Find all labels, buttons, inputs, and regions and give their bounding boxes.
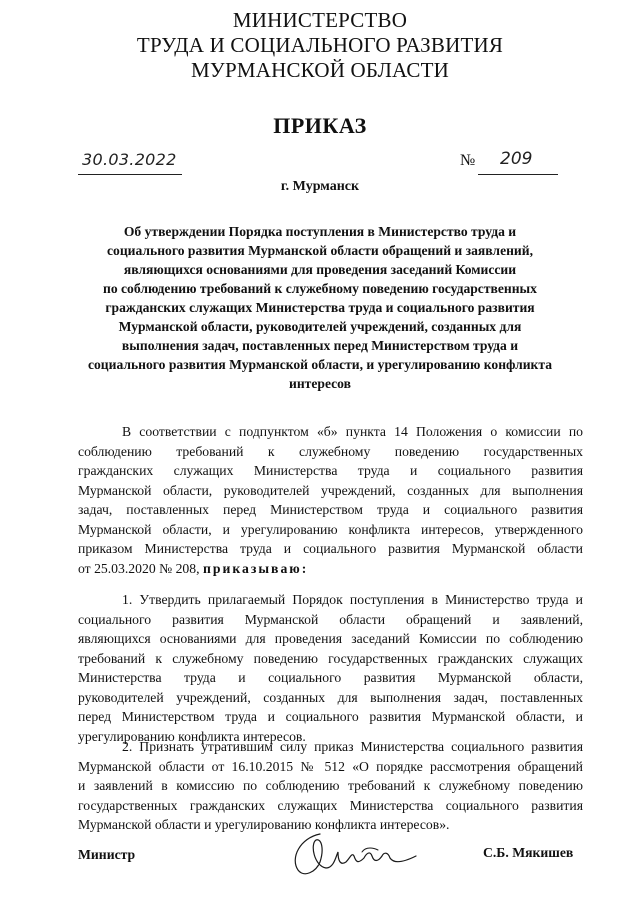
- paragraph-line: Мурманской области от 16.10.2015 № 512 «О порядке рассмотрения обращений: [78, 758, 583, 774]
- header-line-3: МУРМАНСКОЙ ОБЛАСТИ: [191, 58, 449, 82]
- paragraph-line: Мурманской области и урегулированию конфликта интересов».: [78, 817, 450, 832]
- order-reference: от 25.03.2020 № 208,: [78, 560, 200, 576]
- signatory-role: Министр: [78, 847, 136, 862]
- order-number: 209: [500, 149, 533, 169]
- item-1-paragraph: [78, 590, 583, 746]
- signatory-name: С.Б. Мякишев: [483, 845, 574, 860]
- item-2-paragraph: [78, 737, 583, 835]
- order-subject: [60, 222, 580, 393]
- paragraph-line: [78, 559, 583, 579]
- paragraph-line: 2. Признать утратившим силу приказ Министерства социального развития: [122, 739, 583, 754]
- subject-line: интересов: [289, 376, 351, 391]
- order-date-field: [78, 148, 182, 175]
- paragraph-line: Мурманской области, руководителей учреждений, созданных для выполнения: [78, 482, 583, 498]
- order-date: 30.03.2022: [82, 150, 177, 169]
- subject-line: по соблюдению требований к служебному поведению государственных: [103, 281, 537, 296]
- document-type: ПРИКАЗ: [273, 113, 367, 138]
- ministry-header: [0, 8, 640, 83]
- subject-line: выполнения задач, поставленных перед Министерством труда и: [121, 338, 519, 353]
- subject-line: социального развития Мурманской области обращений и заявлений,: [107, 243, 533, 258]
- header-line-2: ТРУДА И СОЦИАЛЬНОГО РАЗВИТИЯ: [136, 33, 504, 57]
- paragraph-line: 1. Утвердить прилагаемый Порядок поступления в Министерство труда и: [122, 592, 583, 607]
- preamble-paragraph: [78, 422, 583, 578]
- paragraph-line: гражданских служащих Министерства труда и социального развития: [78, 463, 583, 478]
- subject-line: являющихся основаниями для проведения заседаний Комиссии: [123, 262, 517, 277]
- paragraph-line: руководителей учреждений, созданных для выполнения задач, поставленных: [78, 689, 583, 705]
- order-number-label: №: [460, 152, 476, 169]
- order-number-field: [478, 148, 558, 175]
- paragraph-line: соблюдению требований к служебному поведению государственных: [78, 443, 583, 459]
- paragraph-line: социального развития Мурманской области обращений и заявлений,: [78, 611, 583, 627]
- paragraph-line: требований к служебному поведению государственных гражданских служащих: [78, 650, 583, 666]
- paragraph-line: и заявлений в комиссию по соблюдению требований к служебному поведению: [78, 778, 583, 793]
- city-name: г. Мурманск: [280, 179, 360, 194]
- header-line-1: МИНИСТЕРСТВО: [232, 8, 408, 32]
- paragraph-line: государственных гражданских служащих Министерства социального развития: [78, 797, 583, 813]
- paragraph-line: Мурманской области, и урегулированию конфликта интересов, утвержденного: [78, 521, 583, 537]
- orders-word: приказываю:: [202, 560, 309, 576]
- paragraph-line: урегулированию конфликта интересов.: [78, 728, 306, 744]
- paragraph-line: В соответствии с подпунктом «б» пункта 14 Положения о комиссии по: [122, 424, 583, 439]
- subject-line: гражданских служащих Министерства труда и социального развития: [105, 300, 535, 315]
- paragraph-line: задач, поставленных перед Министерством труда и социального развития: [78, 502, 583, 517]
- handwritten-signature: [286, 826, 426, 886]
- subject-line: Мурманской области, руководителей учреждений, созданных для: [118, 319, 522, 334]
- paragraph-line: перед Министерством труда и социального развития Мурманской области, и: [78, 709, 583, 724]
- subject-line: социального развития Мурманской области, и урегулированию конфликта: [87, 357, 553, 372]
- paragraph-line: являющихся основаниями для проведения заседаний Комиссии по соблюдению: [78, 631, 583, 646]
- paragraph-line: Министерства труда и социального развития Мурманской области,: [78, 670, 583, 685]
- subject-line: Об утверждении Порядка поступления в Министерство труда и: [123, 224, 517, 239]
- paragraph-line: приказом Министерства труда и социального развития Мурманской области: [78, 541, 583, 556]
